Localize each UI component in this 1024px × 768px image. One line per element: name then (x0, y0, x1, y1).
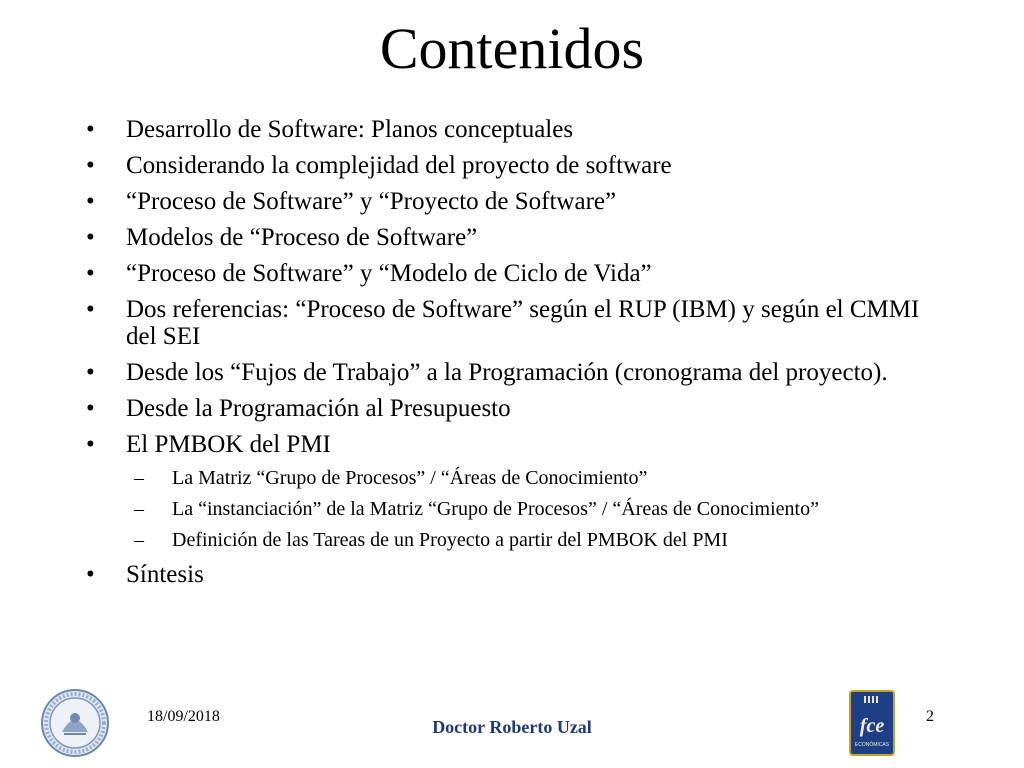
bullet-glyph: • (86, 561, 95, 588)
list-item (86, 188, 946, 215)
bullet-glyph: • (86, 152, 95, 179)
list-item (86, 431, 946, 552)
bullet-glyph: • (86, 260, 95, 287)
footer-author: Doctor Roberto Uzal (432, 717, 592, 737)
content-list (86, 116, 946, 597)
list-item (86, 116, 946, 143)
dash-glyph: – (134, 529, 144, 551)
list-item-text: Síntesis (126, 561, 204, 588)
list-item-text: Modelos de “Proceso de Software” (126, 224, 478, 251)
sub-list (126, 466, 946, 552)
bullet-glyph: • (86, 296, 95, 323)
list-item (86, 296, 946, 350)
list-item-text: Desde la Programación al Presupuesto (126, 395, 511, 422)
bullet-glyph: • (86, 359, 95, 386)
list-item-text: “Proceso de Software” y “Proyecto de Software” (126, 188, 617, 215)
fce-logo-subtext: ECONÓMICAS (854, 742, 890, 748)
list-item-text: Considerando la complejidad del proyecto de software (126, 152, 672, 179)
sub-list-item (126, 497, 946, 521)
list-item-text: Desarrollo de Software: Planos conceptuales (126, 116, 574, 143)
sub-list-item-text: La Matriz “Grupo de Procesos” / “Áreas de Conocimiento” (172, 467, 648, 489)
list-item (86, 260, 946, 287)
bullet-glyph: • (86, 431, 95, 458)
sub-list-item (126, 528, 946, 552)
bullet-glyph: • (86, 224, 95, 251)
bullet-glyph: • (86, 116, 95, 143)
fce-logo-text: fce (859, 715, 885, 737)
bullet-glyph: • (86, 395, 95, 422)
list-item (86, 359, 946, 386)
bullet-glyph: • (86, 188, 95, 215)
slide-title: Contenidos (379, 16, 645, 81)
dash-glyph: – (134, 467, 144, 489)
list-item (86, 152, 946, 179)
list-item (86, 561, 946, 588)
list-item (86, 224, 946, 251)
dash-glyph: – (134, 498, 144, 520)
list-item (86, 395, 946, 422)
list-item-text: “Proceso de Software” y “Modelo de Ciclo de Vida” (126, 260, 652, 287)
list-item-text: Dos referencias: “Proceso de Software” según el RUP (IBM) y según el CMMI del SEI (126, 296, 920, 350)
list-item-text: Desde los “Fujos de Trabajo” a la Programación (cronograma del proyecto). (126, 359, 888, 386)
page-number: 2 (926, 708, 934, 725)
footer-date: 18/09/2018 (147, 708, 220, 725)
sub-list-item-text: La “instanciación” de la Matriz “Grupo de Procesos” / “Áreas de Conocimiento” (172, 498, 819, 520)
list-item-text: El PMBOK del PMI (126, 431, 331, 458)
sub-list-item-text: Definición de las Tareas de un Proyecto a partir del PMBOK del PMI (172, 529, 728, 551)
sub-list-item (126, 466, 946, 490)
